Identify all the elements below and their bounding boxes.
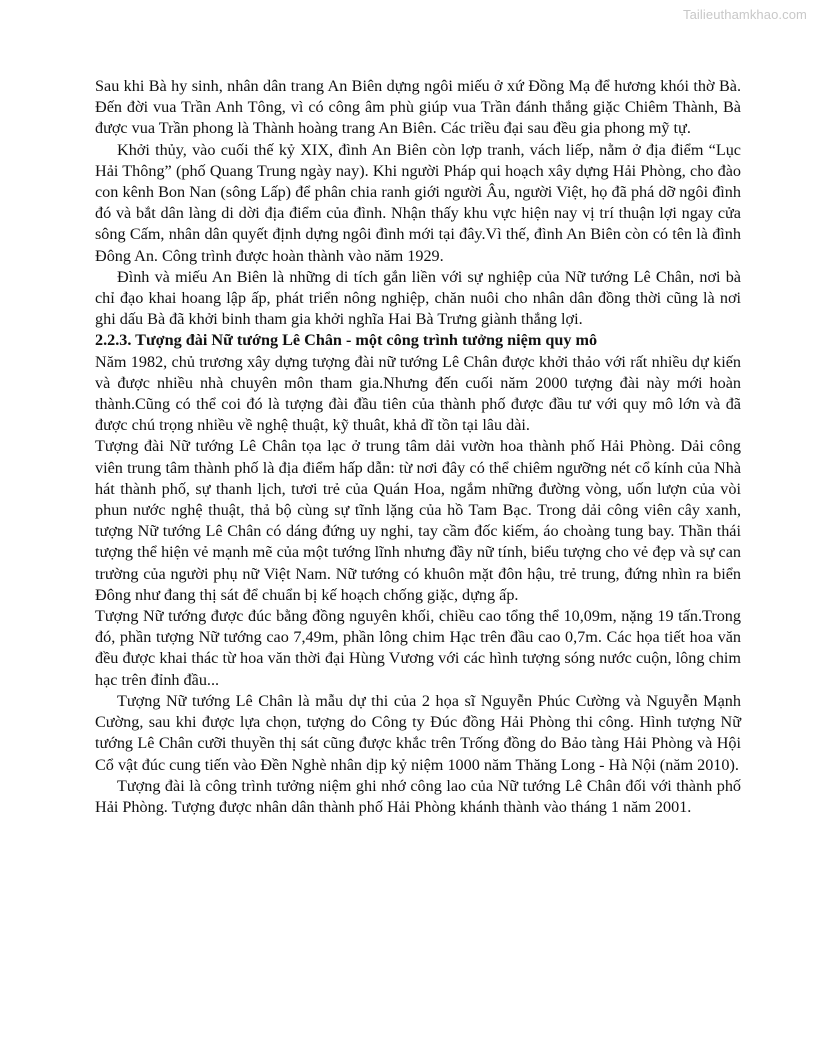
paragraph: Tượng Nữ tướng được đúc bằng đồng nguyên khối, chiều cao tổng thể 10,09m, nặng 19 tấn.Trong đó, phần tượng Nữ tướng cao 7,49m, phần lông chim Hạc trên đầu cao 0,7m. Các họa tiết hoa văn đều được khai thác từ hoa văn thời đại Hùng Vương với các hình tượng sóng nước cuộn, lông chim hạc trên đỉnh đầu...: [95, 607, 741, 689]
paragraph: Tượng đài là công trình tưởng niệm ghi nhớ công lao của Nữ tướng Lê Chân đối với thành phố Hải Phòng. Tượng được nhân dân thành phố Hải Phòng khánh thành vào tháng 1 năm 2001.: [95, 776, 741, 816]
paragraph: Đình và miếu An Biên là những di tích gắn liền với sự nghiệp của Nữ tướng Lê Chân, nơi bà chỉ đạo khai hoang lập ấp, phát triển nông nghiệp, chăn nuôi cho nhân dân đồng thời cũng là nơi ghi dấu Bà đã khởi binh tham gia khởi nghĩa Hai Bà Trưng giành thắng lợi.: [95, 267, 741, 329]
section-heading: 2.2.3. Tượng đài Nữ tướng Lê Chân - một công trình tưởng niệm quy mô: [95, 331, 598, 350]
paragraph: Sau khi Bà hy sinh, nhân dân trang An Biên dựng ngôi miếu ở xứ Đồng Mạ để hương khói thờ Bà. Đến đời vua Trần Anh Tông, vì có công âm phù giúp vua Trần đánh thắng giặc Chiêm Thành, Bà được vua Trần phong là Thành hoàng trang An Biên. Các triều đại sau đều gia phong mỹ tự.: [95, 77, 741, 138]
paragraph: Khởi thủy, vào cuối thế kỷ XIX, đình An Biên còn lợp tranh, vách liếp, nằm ở địa điểm “Lục Hải Thông” (phố Quang Trung ngày nay). Khi người Pháp qui hoạch xây dựng Hải Phòng, cho đào con kênh Bon Nan (sông Lấp) để phân chia ranh giới người Âu, người Việt, họ đã phá dỡ ngôi đình đó và bắt dân làng di dời địa điểm của đình. Nhận thấy khu vực hiện nay vị trí thuận lợi ngay cửa sông Cấm, nhân dân quyết định dựng ngôi đình mới tại đây.Vì thế, đình An Biên còn có tên là đình Đông An. Công trình được hoàn thành vào năm 1929.: [95, 140, 741, 265]
document-body: [95, 76, 741, 818]
paragraph: Tượng đài Nữ tướng Lê Chân tọa lạc ở trung tâm dải vườn hoa thành phố Hải Phòng. Dải công viên trung tâm thành phố là địa điểm hấp dẫn: từ nơi đây có thể chiêm ngưỡng nét cổ kính của Nhà hát thành phố, sự thanh lịch, tươi trẻ của Quán Hoa, ngắm những đường vòng, uốn lượn của vòi phun nước nghệ thuật, thả bộ cùng sự tĩnh lặng của hồ Tam Bạc. Trong dải công viên cây xanh, tượng Nữ tướng Lê Chân có dáng đứng uy nghi, tay cầm đốc kiếm, áo choàng tung bay. Thần thái tượng thể hiện vẻ mạnh mẽ của một tướng lĩnh nhưng đầy nữ tính, biểu tượng cho vẻ đẹp và sự can trường của người phụ nữ Việt Nam. Nữ tướng có khuôn mặt đôn hậu, trẻ trung, đứng nhìn ra biển Đông như đang thị sát để chuẩn bị kế hoạch chống giặc, dựng ấp.: [95, 437, 741, 604]
paragraph: Tượng Nữ tướng Lê Chân là mẫu dự thi của 2 họa sĩ Nguyễn Phúc Cường và Nguyễn Mạnh Cường, sau khi được lựa chọn, tượng do Công ty Đúc đồng Hải Phòng thi công. Hình tượng Nữ tướng Lê Chân cưỡi thuyền thị sát cũng được khắc trên Trống đồng do Bảo tàng Hải Phòng và Hội Cổ vật đúc cung tiến vào Đền Nghè nhân dịp kỷ niệm 1000 năm Thăng Long - Hà Nội (năm 2010).: [95, 691, 741, 774]
watermark: Tailieuthamkhao.com: [682, 7, 807, 22]
paragraph: Năm 1982, chủ trương xây dựng tượng đài nữ tướng Lê Chân được khởi thảo với rất nhiều dự kiến và được nhiều nhà chuyên môn tham gia.Nhưng đến cuối năm 2000 tượng đài này mới hoàn thành.Cũng có thể coi đó là tượng đài đầu tiên của thành phố được đầu tư với quy mô lớn và đã được chú trọng nhiều về nghệ thuật, kỹ thuât, khả dĩ tồn tại lâu dài.: [95, 352, 741, 435]
